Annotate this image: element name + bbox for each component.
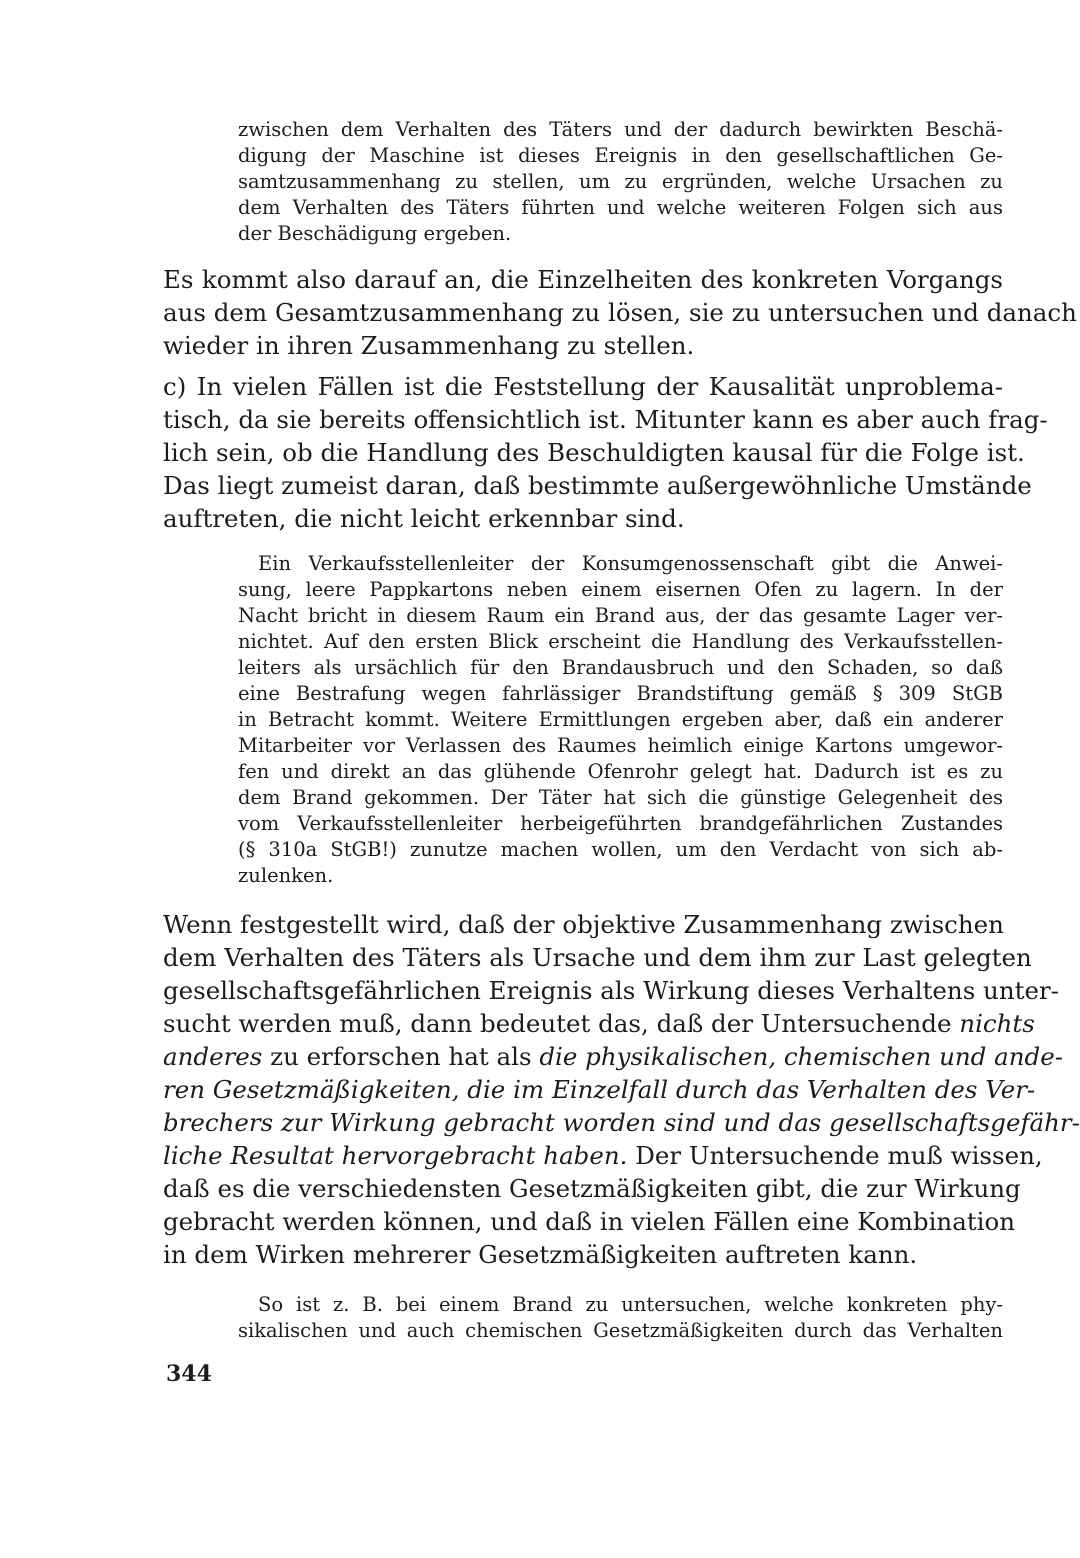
text-segment: zu erforschen hat als <box>270 1042 532 1071</box>
text-line: lich sein, ob die Handlung des Beschuldigten kausal für die Folge ist. <box>163 438 1025 467</box>
text-line: Mitarbeiter vor Verlassen des Raumes heimlich einige Kartons umgewor- <box>238 734 1003 757</box>
text-line <box>163 1009 1035 1038</box>
text-line: So ist z. B. bei einem Brand zu untersuchen, welche konkreten phy- <box>258 1293 1003 1316</box>
text-line: eine Bestrafung wegen fahrlässiger Brandstiftung gemäß § 309 StGB <box>238 682 1003 705</box>
emphasis-text: nichts <box>959 1009 1035 1038</box>
text-line: digung der Maschine ist dieses Ereignis in den gesellschaftlichen Ge- <box>238 144 1003 167</box>
emphasis-text: ren Gesetzmäßigkeiten, die im Einzelfall durch das Verhalten des Ver- <box>163 1075 1036 1104</box>
text-line: daß es die verschiedensten Gesetzmäßigkeiten gibt, die zur Wirkung <box>163 1174 1021 1203</box>
emphasis-text: anderes <box>163 1042 263 1071</box>
text-line: sung, leere Pappkartons neben einem eisernen Ofen zu lagern. In der <box>238 578 1003 601</box>
text-line <box>163 1075 1036 1104</box>
text-line: der Beschädigung ergeben. <box>238 222 512 245</box>
emphasis-text: die physikalischen, chemischen und ande- <box>539 1042 1063 1071</box>
text-line: aus dem Gesamtzusammenhang zu lösen, sie zu untersuchen und danach <box>163 298 1077 327</box>
text-line: Wenn festgestellt wird, daß der objektive Zusammenhang zwischen <box>163 910 1004 939</box>
text-line: dem Verhalten des Täters führten und welche weiteren Folgen sich aus <box>238 196 1003 219</box>
text-line: nichtet. Auf den ersten Blick erscheint die Handlung des Verkaufsstellen- <box>238 630 1003 653</box>
text-line: tisch, da sie bereits offensichtlich ist. Mitunter kann es aber auch frag- <box>163 405 1048 434</box>
text-line <box>163 1108 1080 1137</box>
text-line: c) In vielen Fällen ist die Feststellung der Kausalität unproblema- <box>163 372 1003 401</box>
text-line: gebracht werden können, und daß in vielen Fällen eine Kombination <box>163 1207 1016 1236</box>
text-line: fen und direkt an das glühende Ofenrohr gelegt hat. Dadurch ist es zu <box>238 760 1003 783</box>
text-line: Das liegt zumeist daran, daß bestimmte außergewöhnliche Umstände <box>163 471 1032 500</box>
text-line: gesellschaftsgefährlichen Ereignis als Wirkung dieses Verhaltens unter- <box>163 976 1059 1005</box>
text-line: dem Brand gekommen. Der Täter hat sich die günstige Gelegenheit des <box>238 786 1003 809</box>
text-line: samtzusammenhang zu stellen, um zu ergründen, welche Ursachen zu <box>238 170 1003 193</box>
page-number: 344 <box>166 1361 212 1387</box>
text-line: Es kommt also darauf an, die Einzelheiten des konkreten Vorgangs <box>163 265 1003 294</box>
text-line: Ein Verkaufsstellenleiter der Konsumgenossenschaft gibt die Anwei- <box>258 552 1003 575</box>
text-line: (§ 310a StGB!) zunutze machen wollen, um den Verdacht von sich ab- <box>238 838 1003 861</box>
text-segment: Der Untersuchende muß wissen, <box>635 1141 1043 1170</box>
text-line <box>163 1141 1043 1170</box>
text-line: zulenken. <box>238 864 334 887</box>
emphasis-text: liche Resultat hervorgebracht haben. <box>163 1141 628 1170</box>
text-line: wieder in ihren Zusammenhang zu stellen. <box>163 331 695 360</box>
emphasis-text: brechers zur Wirkung gebracht worden sind und das gesellschaftsgefähr- <box>163 1108 1080 1137</box>
text-segment: sucht werden muß, dann bedeutet das, daß der Untersuchende <box>163 1009 952 1038</box>
text-line: Nacht bricht in diesem Raum ein Brand aus, der das gesamte Lager ver- <box>238 604 1003 627</box>
text-line: auftreten, die nicht leicht erkennbar sind. <box>163 504 685 533</box>
text-line <box>163 1042 1063 1071</box>
text-line: zwischen dem Verhalten des Täters und der dadurch bewirkten Beschä- <box>238 118 1003 141</box>
text-line: in dem Wirken mehrerer Gesetzmäßigkeiten auftreten kann. <box>163 1240 918 1269</box>
text-line: vom Verkaufsstellenleiter herbeigeführten brandgefährlichen Zustandes <box>238 812 1003 835</box>
text-line: leiters als ursächlich für den Brandausbruch und den Schaden, so daß <box>238 656 1003 679</box>
text-line: sikalischen und auch chemischen Gesetzmäßigkeiten durch das Verhalten <box>238 1319 1003 1342</box>
text-line: dem Verhalten des Täters als Ursache und dem ihm zur Last gelegten <box>163 943 1032 972</box>
text-line: in Betracht kommt. Weitere Ermittlungen ergeben aber, daß ein anderer <box>238 708 1003 731</box>
